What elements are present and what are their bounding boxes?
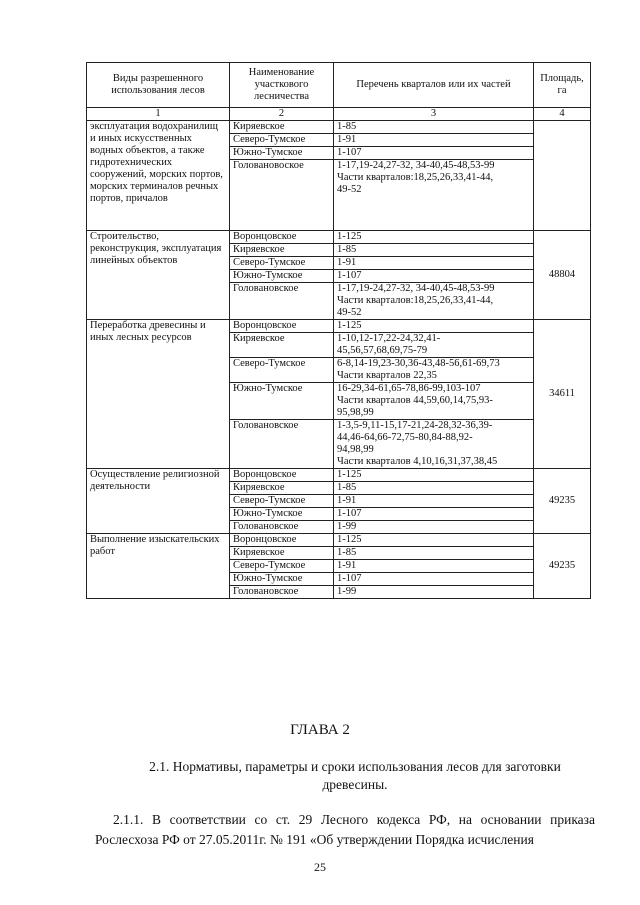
forestry-cell: Головановское xyxy=(230,521,334,534)
quarters-cell: 1-125 xyxy=(334,320,534,333)
chapter-heading: ГЛАВА 2 xyxy=(290,722,350,738)
forestry-cell: Головановское xyxy=(230,420,334,469)
quarters-cell: 1-107 xyxy=(334,270,534,283)
forestry-cell: Киряевское xyxy=(230,482,334,495)
quarters-cell: 1-17,19-24,27-32, 34-40,45-48,53-99 Части кварталов:18,25,26,33,41-44, 49-52 xyxy=(334,160,534,231)
header-area: Площадь, га xyxy=(534,63,591,108)
quarters-cell: 1-99 xyxy=(334,586,534,599)
area-cell: 34611 xyxy=(534,320,591,469)
col-number: 1 xyxy=(87,108,230,121)
forestry-cell: Головановское xyxy=(230,283,334,320)
use-type-cell: Выполнение изыскательских работ xyxy=(87,534,230,599)
quarters-cell: 1-91 xyxy=(334,257,534,270)
quarters-cell: 1-125 xyxy=(334,534,534,547)
table-row xyxy=(87,121,591,134)
quarters-cell: 1-10,12-17,22-24,32,41- 45,56,57,68,69,75-79 xyxy=(334,333,534,358)
quarters-cell: 1-91 xyxy=(334,134,534,147)
col-number: 2 xyxy=(230,108,334,121)
quarters-cell: 1-91 xyxy=(334,495,534,508)
use-type-cell: Переработка древесины и иных лесных ресурсов xyxy=(87,320,230,469)
header-quarters: Перечень кварталов или их частей xyxy=(334,63,534,108)
area-cell: 49235 xyxy=(534,534,591,599)
quarters-cell: 1-85 xyxy=(334,244,534,257)
body-paragraph: 2.1.1. В соответствии со ст. 29 Лесного кодекса РФ, на основании приказа Рослесхоза РФ от 27.05.2011г. № 191 «Об утверждении Порядка исчисления xyxy=(95,812,595,847)
area-cell: 48804 xyxy=(534,231,591,320)
forest-use-table xyxy=(86,62,591,599)
forestry-cell: Киряевское xyxy=(230,244,334,257)
forestry-cell: Воронцовское xyxy=(230,469,334,482)
quarters-cell: 1-107 xyxy=(334,573,534,586)
col-number: 3 xyxy=(334,108,534,121)
page-number: 25 xyxy=(314,860,326,874)
area-cell: 49235 xyxy=(534,469,591,534)
forestry-cell: Северо-Тумское xyxy=(230,134,334,147)
quarters-cell: 1-107 xyxy=(334,508,534,521)
table-row xyxy=(87,534,591,547)
section-title: 2.1. Нормативы, параметры и сроки использования лесов для заготовки древесины. xyxy=(149,759,561,792)
quarters-cell: 1-17,19-24,27-32, 34-40,45-48,53-99 Части кварталов:18,25,26,33,41-44, 49-52 xyxy=(334,283,534,320)
forestry-cell: Северо-Тумское xyxy=(230,495,334,508)
table-row xyxy=(87,469,591,482)
quarters-cell: 1-3,5-9,11-15,17-21,24-28,32-36,39- 44,46-64,66-72,75-80,84-88,92- 94,98,99 Части кварталов 4,10,16,31,37,38,45 xyxy=(334,420,534,469)
use-type-cell: Строительство, реконструкция, эксплуатация линейных объектов xyxy=(87,231,230,320)
quarters-cell: 1-107 xyxy=(334,147,534,160)
forestry-cell: Воронцовское xyxy=(230,231,334,244)
quarters-cell: 1-125 xyxy=(334,469,534,482)
col-number: 4 xyxy=(534,108,591,121)
quarters-cell: 1-99 xyxy=(334,521,534,534)
forestry-cell: Южно-Тумское xyxy=(230,383,334,420)
table-row xyxy=(87,320,591,333)
header-forestry: Наименование участкового лесничества xyxy=(230,63,334,108)
forestry-cell: Южно-Тумское xyxy=(230,270,334,283)
forestry-cell: Киряевское xyxy=(230,547,334,560)
forestry-cell: Северо-Тумское xyxy=(230,257,334,270)
forestry-cell: Южно-Тумское xyxy=(230,508,334,521)
quarters-cell: 1-85 xyxy=(334,121,534,134)
header-use-type: Виды разрешенного использования лесов xyxy=(87,63,230,108)
forestry-cell: Киряевское xyxy=(230,121,334,134)
table-row xyxy=(87,231,591,244)
forestry-cell: Киряевское xyxy=(230,333,334,358)
quarters-cell: 16-29,34-61,65-78,86-99,103-107 Части кварталов 44,59,60,14,75,93- 95,98,99 xyxy=(334,383,534,420)
use-type-cell: эксплуатация водохранилищ и иных искусственных водных объектов, а также гидротехнических сооружений, морских портов, морских терминалов речных портов, причалов xyxy=(87,121,230,231)
quarters-cell: 1-125 xyxy=(334,231,534,244)
forestry-cell: Воронцовское xyxy=(230,534,334,547)
forestry-cell: Северо-Тумское xyxy=(230,358,334,383)
forestry-cell: Голованово́ское xyxy=(230,160,334,231)
forestry-cell: Северо-Тумское xyxy=(230,560,334,573)
table-header-row xyxy=(87,63,591,108)
forestry-cell: Воронцовское xyxy=(230,320,334,333)
forestry-cell: Головановское xyxy=(230,586,334,599)
area-cell xyxy=(534,121,591,231)
use-type-cell: Осуществление религиозной деятельности xyxy=(87,469,230,534)
forestry-cell: Южно-Тумское xyxy=(230,573,334,586)
quarters-cell: 1-91 xyxy=(334,560,534,573)
forestry-cell: Южно-Тумское xyxy=(230,147,334,160)
quarters-cell: 1-85 xyxy=(334,482,534,495)
quarters-cell: 6-8,14-19,23-30,36-43,48-56,61-69,73 Части кварталов 22,35 xyxy=(334,358,534,383)
quarters-cell: 1-85 xyxy=(334,547,534,560)
column-number-row xyxy=(87,108,591,121)
